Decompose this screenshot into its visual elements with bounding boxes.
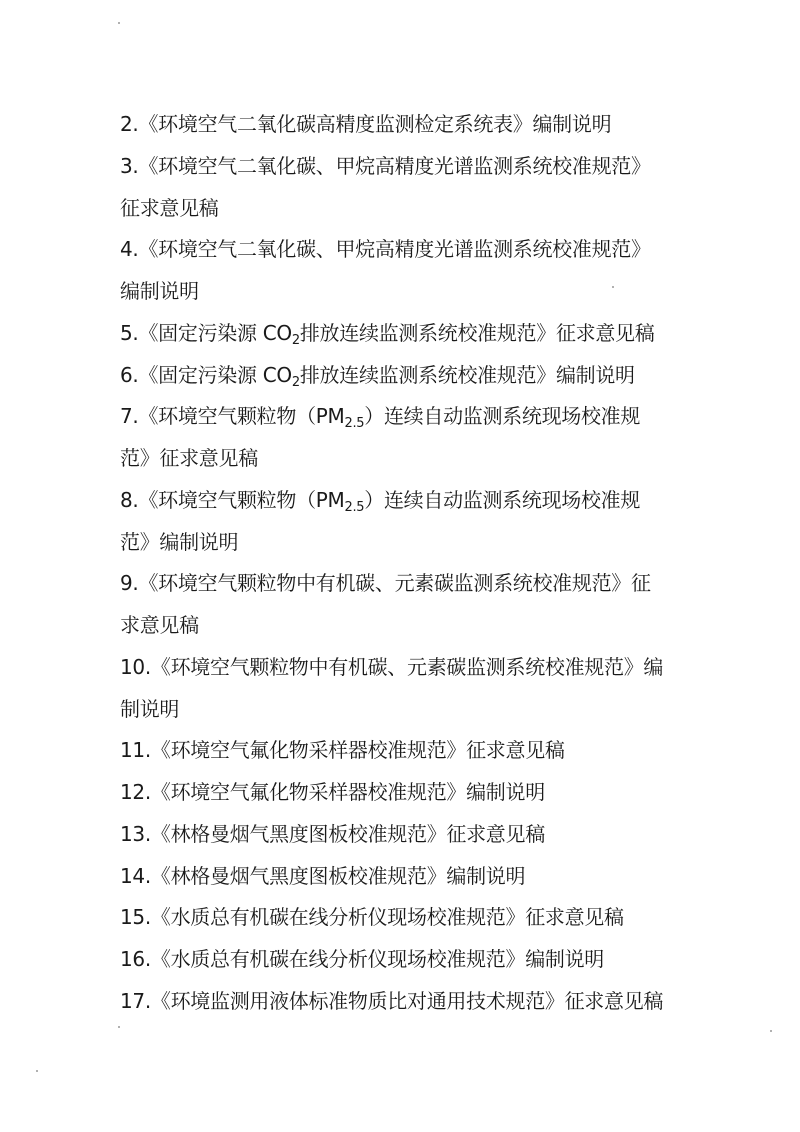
line-text: 12.《环境空气氟化物采样器校准规范》编制说明 [120, 780, 545, 804]
text-line [120, 897, 760, 939]
line-text: 制说明 [120, 696, 180, 721]
line-text: 2.《环境空气二氧化碳高精度监测检定系统表》编制说明 [120, 112, 612, 136]
scan-speck [36, 1070, 38, 1072]
text-line [120, 104, 760, 146]
line-text: 14.《林格曼烟气黑度图板校准规范》编制说明 [120, 863, 526, 888]
text-line [120, 605, 760, 647]
line-text: 编制说明 [120, 279, 199, 303]
text-line [120, 229, 760, 271]
text-line [120, 396, 760, 438]
text-line [120, 188, 760, 230]
line-text: 5.《固定污染源 CO [120, 320, 292, 345]
line-text: ）连续自动监测系统现场校准规 [364, 404, 641, 429]
text-line [120, 689, 760, 731]
line-text: 范》编制说明 [120, 529, 239, 554]
line-text: 3.《环境空气二氧化碳、甲烷高精度光谱监测系统校准规范》 [120, 153, 651, 178]
line-text: 10.《环境空气颗粒物中有机碳、元素碳监测系统校准规范》编 [120, 654, 664, 679]
line-text: 9.《环境空气颗粒物中有机碳、元素碳监测系统校准规范》征 [120, 571, 651, 596]
text-line [120, 730, 760, 772]
text-line [120, 563, 760, 605]
text-line [120, 981, 760, 1023]
line-text: 4.《环境空气二氧化碳、甲烷高精度光谱监测系统校准规范》 [120, 237, 651, 262]
line-text: ）连续自动监测系统现场校准规 [364, 487, 641, 512]
text-line [120, 271, 760, 313]
scan-speck [118, 22, 120, 24]
text-line [120, 939, 760, 981]
text-line [120, 647, 760, 689]
text-line [120, 480, 760, 522]
line-text: 8.《环境空气颗粒物（PM [120, 487, 345, 512]
line-text: 15.《水质总有机碳在线分析仪现场校准规范》征求意见稿 [120, 905, 624, 930]
subscript: 2.5 [344, 499, 365, 515]
line-text: 13.《林格曼烟气黑度图板校准规范》征求意见稿 [120, 821, 545, 846]
scan-speck [612, 286, 614, 288]
line-text: 求意见稿 [120, 613, 199, 637]
text-line [120, 772, 760, 814]
line-text: 7.《环境空气颗粒物（PM [120, 404, 345, 429]
line-text: 排放连续监测系统校准规范》征求意见稿 [299, 320, 655, 345]
line-text: 范》征求意见稿 [120, 446, 258, 470]
text-line [120, 438, 760, 480]
document-page [120, 104, 760, 1023]
scan-speck [770, 1030, 772, 1032]
subscript: 2 [291, 332, 300, 348]
line-text: 6.《固定污染源 CO [120, 362, 292, 387]
text-line [120, 146, 760, 188]
scan-speck [118, 1026, 120, 1028]
line-text: 征求意见稿 [120, 195, 219, 220]
text-line [120, 313, 760, 355]
line-text: 11.《环境空气氟化物采样器校准规范》征求意见稿 [120, 738, 565, 763]
subscript: 2.5 [344, 416, 365, 432]
text-line [120, 355, 760, 397]
line-text: 排放连续监测系统校准规范》编制说明 [299, 362, 635, 387]
line-text: 17.《环境监测用液体标准物质比对通用技术规范》征求意见稿 [120, 988, 664, 1013]
subscript: 2 [291, 374, 300, 390]
text-line [120, 522, 760, 564]
text-line [120, 856, 760, 898]
line-text: 16.《水质总有机碳在线分析仪现场校准规范》编制说明 [120, 947, 605, 971]
text-line [120, 814, 760, 856]
